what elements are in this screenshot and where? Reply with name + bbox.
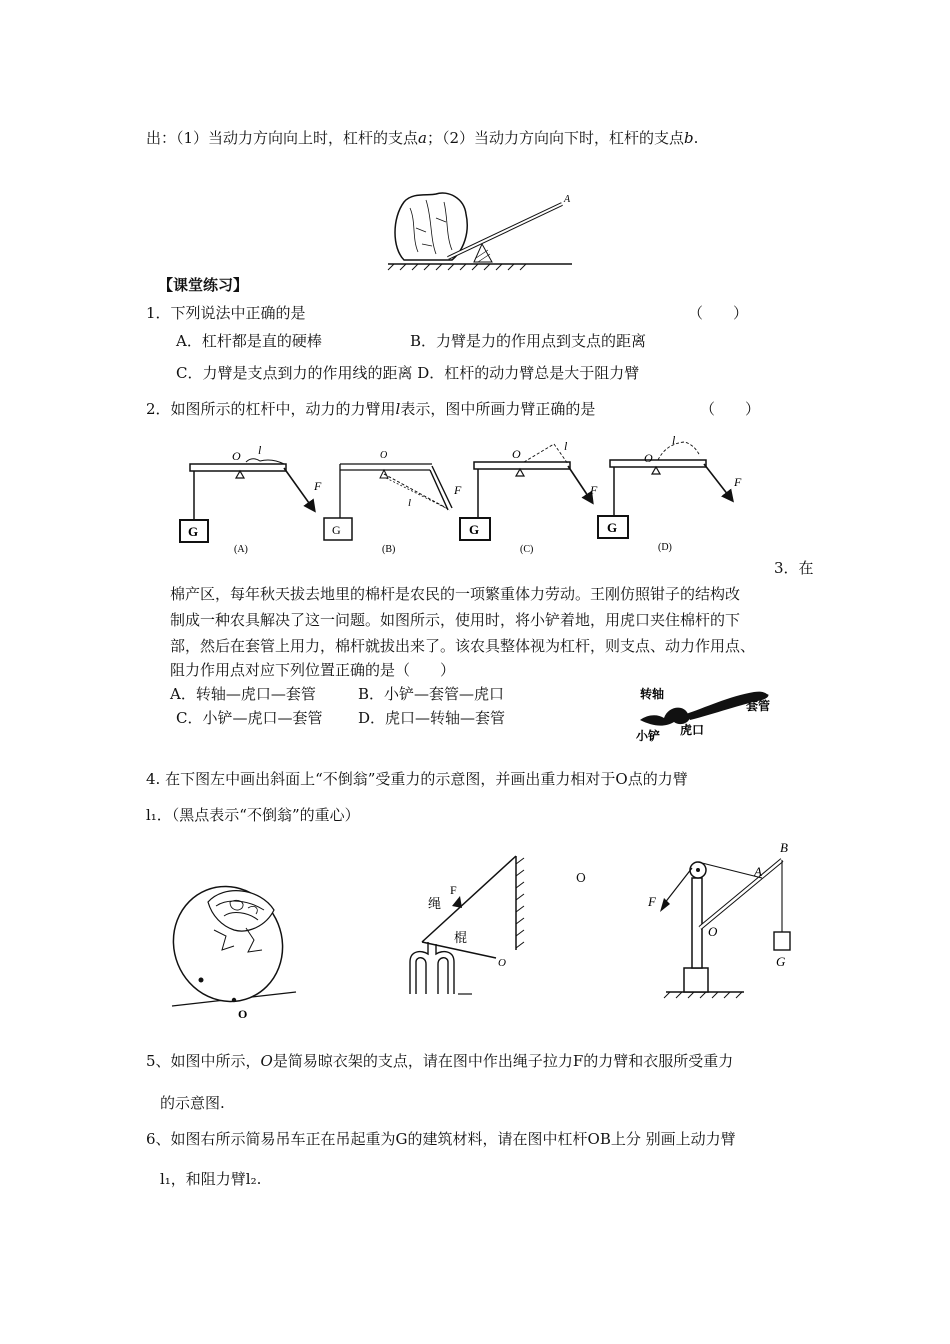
rock-lever-figure [386, 188, 576, 268]
lever-b-o: O [380, 450, 388, 461]
intro-text-b: ；（2）当动力方向向下时，杠杆的支点 [427, 129, 685, 147]
lever-c [460, 439, 598, 555]
q5-var-o: O [260, 1052, 273, 1070]
contact-point-dot [232, 998, 236, 1002]
lever-a-f: F [314, 479, 322, 493]
q3-line-3: 部，然后在套管上用力，棉杆就拔出来了。该农具整体视为杠杆，则支点、动力作用点、 [170, 637, 756, 655]
crane-label-f: F [648, 894, 656, 909]
lever-c-l: l [564, 439, 568, 453]
q1-paren: （ ） [688, 304, 749, 322]
q2-paren: （ ） [700, 400, 761, 418]
section-title: 【课堂练习】 [158, 276, 249, 294]
lever-c-g: G [469, 522, 480, 537]
lever-b-l: l [408, 497, 412, 509]
lever-d-f: F [734, 475, 742, 489]
intro-end: . [693, 129, 699, 147]
tool-label-zhuanzhou: 转轴 [640, 687, 665, 701]
q3-line-4: 阻力作用点对应下列位置正确的是（ ） [170, 661, 456, 679]
tumbler-figure [168, 880, 308, 1020]
crane-figure [640, 840, 800, 1000]
lever-b [324, 450, 462, 555]
lever-a [180, 443, 322, 555]
clothes-hanger-figure [400, 850, 540, 1000]
lever-d-o: O [644, 451, 653, 465]
q3-option-d: D．虎口—转轴—套管 [358, 709, 506, 727]
intro-var-b: b [684, 129, 694, 147]
q4-line-2: l₁．（黑点表示“不倒翁”的重心） [146, 806, 360, 824]
lever-c-o: O [512, 447, 521, 461]
q5-text-b: 是简易晾衣架的支点，请在图中作出绳子拉力F的力臂和衣服所受重力 [272, 1052, 734, 1070]
intro-line [146, 128, 698, 148]
tumbler-label-o: O [238, 1007, 248, 1021]
crane-label-a: A [754, 864, 762, 879]
lever-d-l: l [672, 433, 676, 447]
q3-option-b: B．小铲—套管—虎口 [358, 685, 505, 703]
q4-line-1: 4. 在下图左中画出斜面上“不倒翁”受重力的示意图，并画出重力相对于O点的力臂 [146, 770, 688, 788]
crane-label-o: O [708, 924, 718, 939]
intro-text-a: 出：（1）当动力方向向上时，杠杆的支点 [146, 129, 419, 147]
lever-d-caption: (D) [658, 542, 672, 553]
q1-option-a: A．杠杆都是直的硬棒 [176, 332, 322, 350]
lever-b-f: F [454, 483, 462, 497]
stray-o-label: Ο [576, 871, 586, 885]
lever-b-caption: (B) [382, 544, 396, 555]
hanger-label-sheng: 绳 [428, 896, 442, 911]
q1-option-cd: C．力臂是支点到力的作用线的距离 D．杠杆的动力臂总是大于阻力臂 [176, 364, 640, 382]
crane-label-b: B [780, 840, 788, 855]
q1-option-b: B．力臂是力的作用点到支点的距离 [410, 332, 647, 350]
lever-d [598, 433, 742, 553]
q2-lever-figures [172, 430, 752, 560]
lever-c-f: F [590, 483, 598, 497]
q3-line-2: 制成一种农具解决了这一问题。如图所示，使用时，将小铲着地，用虎口夹住棉杆的下 [170, 611, 741, 629]
lever-a-caption: (A) [234, 544, 248, 555]
q6-line-1: 6、如图右所示简易吊车正在吊起重为G的建筑材料，请在图中杠杆OB上分 别画上动力臂 [146, 1130, 736, 1148]
center-of-gravity-dot [199, 978, 204, 983]
q2-stem-var: l [395, 400, 401, 418]
tool-label-xiaochan: 小铲 [636, 729, 661, 743]
lever-a-l: l [258, 443, 262, 457]
q6-line-2: l₁，和阻力臂l₂. [160, 1170, 262, 1188]
q3-option-c: C．小铲—虎口—套管 [176, 709, 323, 727]
q5-line-2: 的示意图. [160, 1094, 225, 1112]
q2-stem-b: 表示，图中所画力臂正确的是 [400, 400, 596, 418]
rock-label-a: A [564, 194, 571, 205]
q3-line-1: 棉产区，每年秋天拔去地里的棉杆是农民的一项繁重体力劳动。王刚仿照钳子的结构改 [170, 585, 741, 603]
q2-stem [146, 399, 595, 419]
q1-stem: 1．下列说法中正确的是 [146, 304, 306, 322]
lever-a-o: O [232, 449, 241, 463]
hanger-label-f: F [450, 883, 457, 897]
q3-option-a: A．转轴—虎口—套管 [170, 685, 316, 703]
hanger-label-gun: 棍 [454, 930, 468, 945]
tool-label-hukou: 虎口 [680, 723, 705, 737]
tool-label-taoguan: 套管 [746, 699, 771, 713]
lever-c-caption: (C) [520, 544, 534, 555]
cotton-tool-figure [634, 684, 794, 744]
q3-number: 3．在 [774, 559, 814, 577]
q5-line-1 [146, 1051, 733, 1071]
lever-b-g: G [332, 523, 341, 537]
q5-text-a: 5、如图中所示， [146, 1052, 261, 1070]
crane-label-g: G [776, 954, 786, 969]
intro-var-a: a [418, 129, 427, 147]
lever-d-g: G [607, 520, 618, 535]
q2-stem-a: 2．如图所示的杠杆中，动力的力臂用 [146, 400, 396, 418]
hanger-label-o: O [498, 957, 506, 969]
lever-a-g: G [188, 524, 199, 539]
